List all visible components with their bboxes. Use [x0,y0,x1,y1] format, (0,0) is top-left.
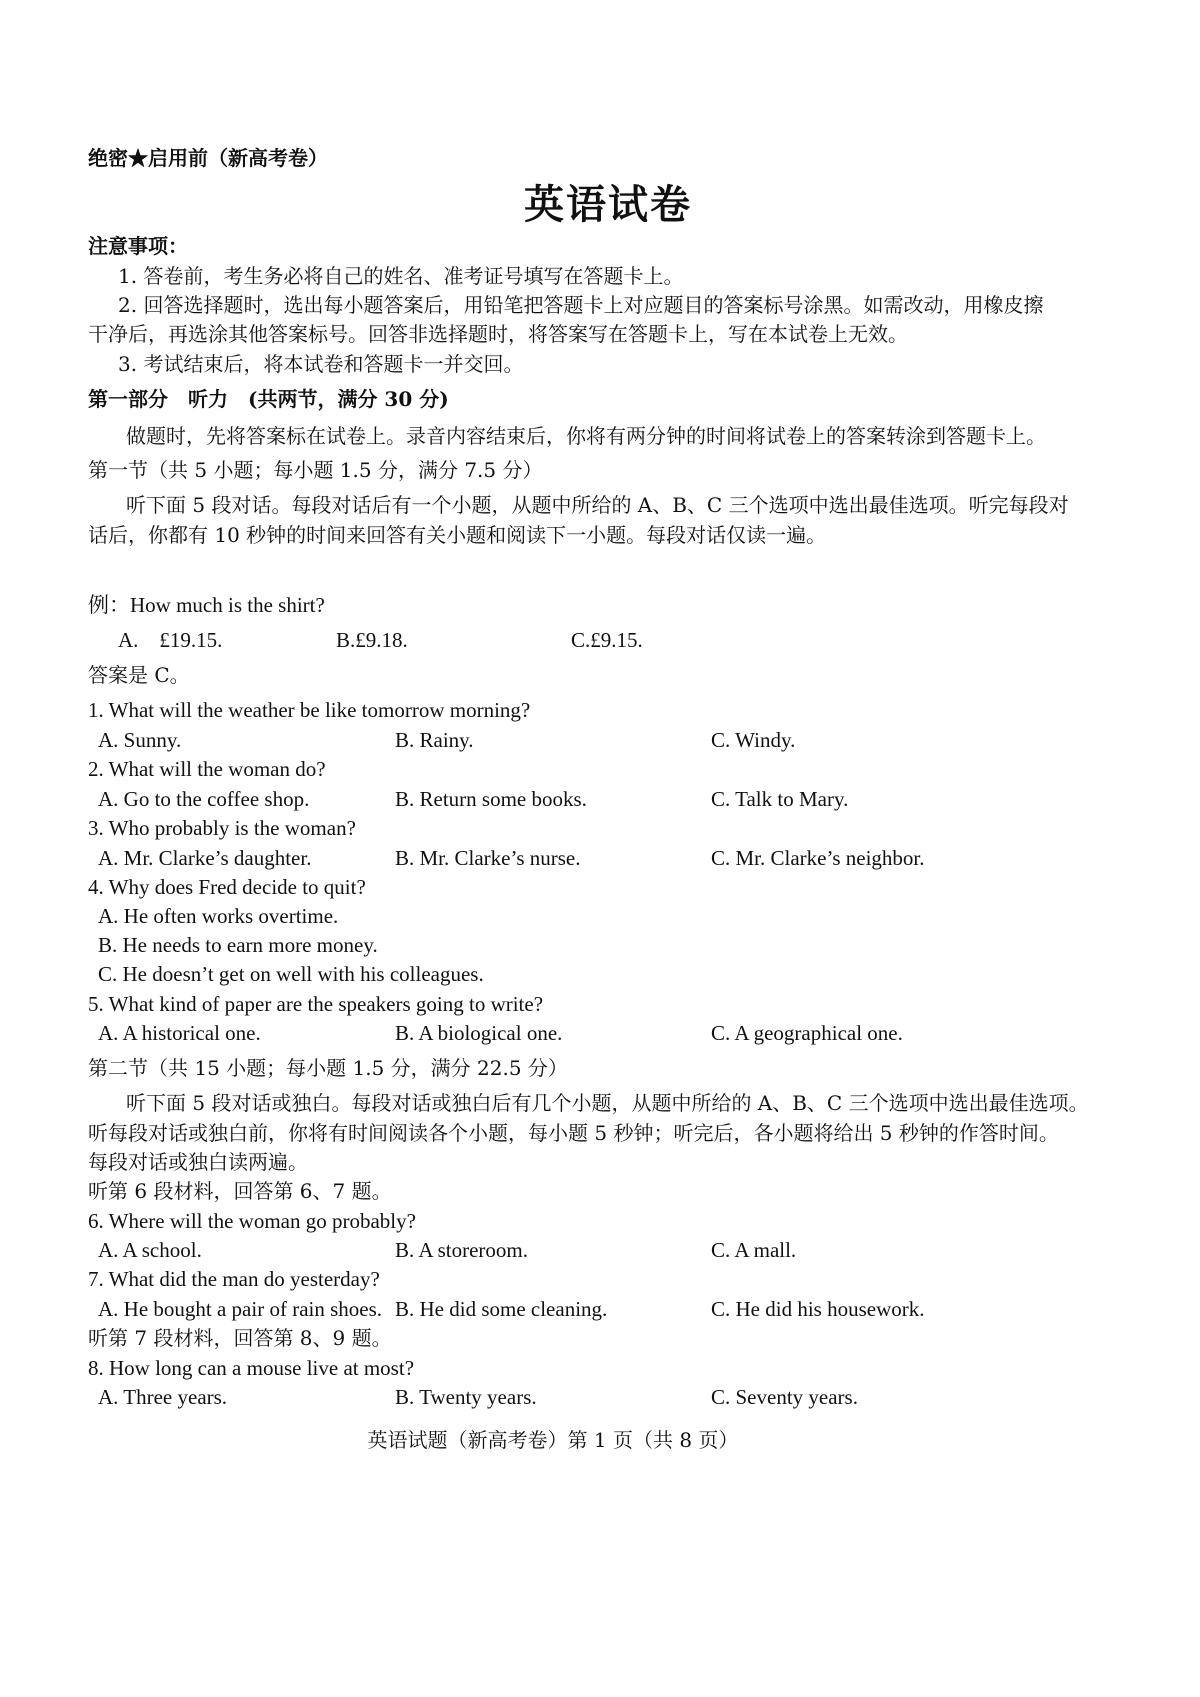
question-7: 7. What did the man do yesterday? [88,1267,380,1291]
material-7-instruction: 听第 7 段材料，回答第 8、9 题。 [88,1326,392,1350]
question-1: 1. What will the weather be like tomorrow morning? [88,698,531,722]
q4-option-a: A. He often works overtime. [98,904,339,928]
example-option-b: B.£9.18. [336,628,408,652]
material-6-instruction: 听第 6 段材料，回答第 6、7 题。 [88,1179,392,1203]
question-5: 5. What kind of paper are the speakers going to write? [88,992,544,1016]
notice-heading: 注意事项： [88,234,188,258]
section2-desc-c: 每段对话或独白读两遍。 [88,1150,308,1174]
example-question: 例：How much is the shirt? [88,593,325,617]
q3-option-c: C. Mr. Clarke’s neighbor. [711,846,925,870]
notice-item-3: 3. 考试结束后，将本试卷和答题卡一并交回。 [118,352,524,376]
question-4: 4. Why does Fred decide to quit? [88,875,366,899]
question-6: 6. Where will the woman go probably? [88,1209,416,1233]
question-2: 2. What will the woman do? [88,757,326,781]
secret-label: 绝密★启用前（新高考卷） [88,146,328,170]
q6-option-a: A. A school. [98,1238,202,1262]
page-footer: 英语试题（新高考卷）第 1 页（共 8 页） [367,1428,739,1452]
section1-desc-a: 听下面 5 段对话。每段对话后有一个小题，从题中所给的 A、B、C 三个选项中选出最佳选项。听完每段对 [126,493,1069,517]
example-answer: 答案是 C。 [88,663,190,687]
q5-option-b: B. A biological one. [395,1021,563,1045]
section1-heading: 第一节（共 5 小题；每小题 1.5 分，满分 7.5 分） [88,458,543,482]
q7-option-a: A. He bought a pair of rain shoes. [98,1297,383,1321]
q2-option-a: A. Go to the coffee shop. [98,787,310,811]
section2-heading: 第二节（共 15 小题；每小题 1.5 分，满分 22.5 分） [88,1056,568,1080]
q1-option-a: A. Sunny. [98,728,182,752]
notice-item-2a: 2. 回答选择题时，选出每小题答案后，用铅笔把答题卡上对应题目的答案标号涂黑。如需改动，用橡皮擦 [118,293,1044,317]
section2-desc-b: 听每段对话或独白前，你将有时间阅读各个小题，每小题 5 秒钟；听完后，各小题将给出 5 秒钟的作答时间。 [88,1121,1059,1145]
section2-desc-a: 听下面 5 段对话或独白。每段对话或独白后有几个小题，从题中所给的 A、B、C 三个选项中选出最佳选项。 [126,1091,1089,1115]
q5-option-c: C. A geographical one. [711,1021,903,1045]
q3-option-b: B. Mr. Clarke’s nurse. [395,846,581,870]
q2-option-c: C. Talk to Mary. [711,787,849,811]
part1-instruction: 做题时，先将答案标在试卷上。录音内容结束后，你将有两分钟的时间将试卷上的答案转涂到答题卡上。 [126,424,1046,448]
q6-option-b: B. A storeroom. [395,1238,529,1262]
example-option-c: C.£9.15. [571,628,643,652]
question-3: 3. Who probably is the woman? [88,816,356,840]
q5-option-a: A. A historical one. [98,1021,261,1045]
q1-option-c: C. Windy. [711,728,796,752]
q2-option-b: B. Return some books. [395,787,587,811]
example-option-a: A. £19.15. [118,628,223,652]
notice-item-1: 1. 答卷前，考生务必将自己的姓名、准考证号填写在答题卡上。 [118,264,684,288]
q4-option-b: B. He needs to earn more money. [98,933,378,957]
q3-option-a: A. Mr. Clarke’s daughter. [98,846,312,870]
q7-option-c: C. He did his housework. [711,1297,925,1321]
section1-desc-b: 话后，你都有 10 秒钟的时间来回答有关小题和阅读下一小题。每段对话仅读一遍。 [88,523,827,547]
notice-item-2b: 干净后，再选涂其他答案标号。回答非选择题时，将答案写在答题卡上，写在本试卷上无效。 [88,322,908,346]
q1-option-b: B. Rainy. [395,728,474,752]
part1-heading: 第一部分 听力 (共两节，满分 30 分) [88,387,449,411]
question-8: 8. How long can a mouse live at most? [88,1356,415,1380]
q8-option-c: C. Seventy years. [711,1385,858,1409]
q8-option-b: B. Twenty years. [395,1385,537,1409]
q6-option-c: C. A mall. [711,1238,797,1262]
q4-option-c: C. He doesn’t get on well with his colleagues. [98,962,484,986]
exam-title: 英语试卷 [524,181,692,228]
q8-option-a: A. Three years. [98,1385,228,1409]
q7-option-b: B. He did some cleaning. [395,1297,608,1321]
